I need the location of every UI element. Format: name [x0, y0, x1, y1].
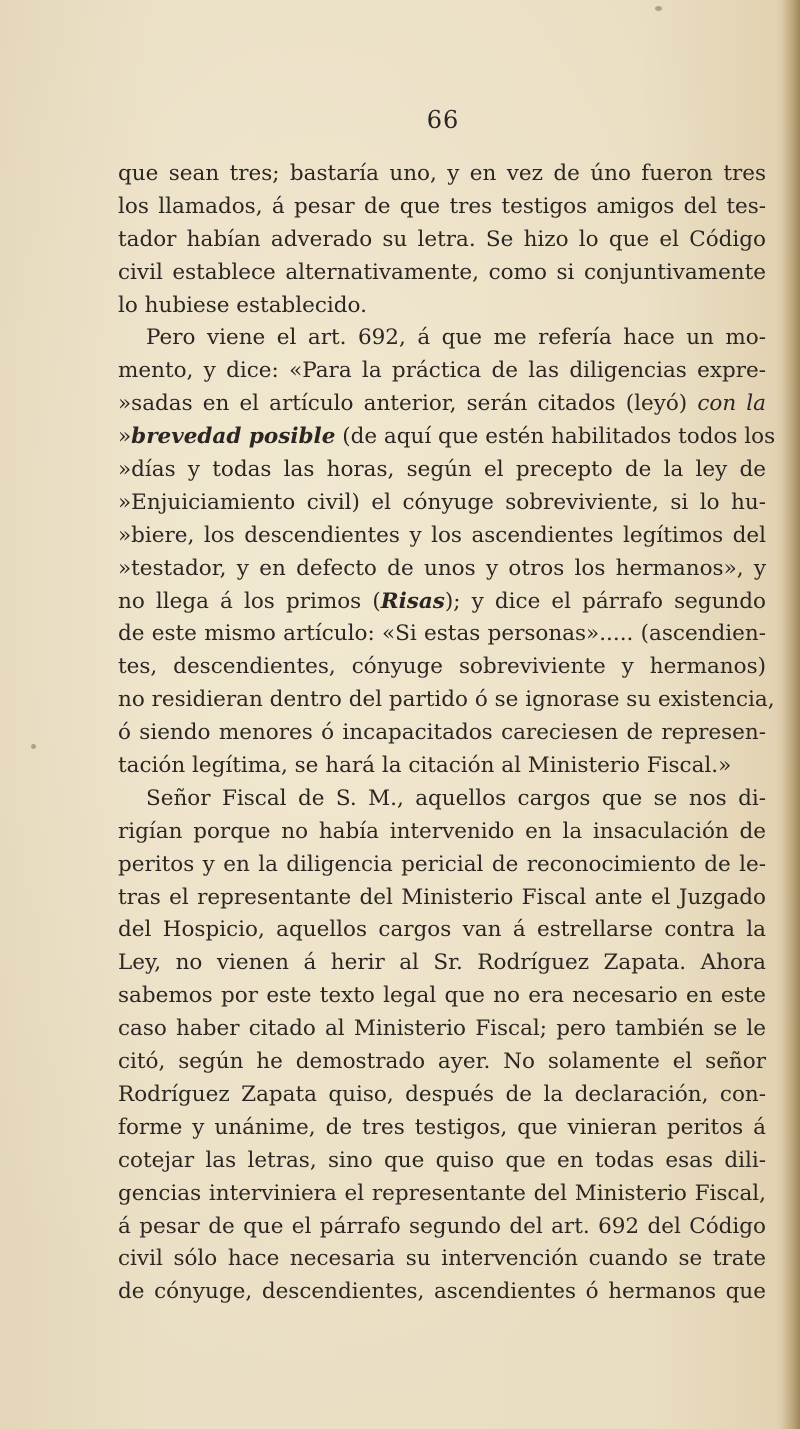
text-segment: del Hospicio, aquellos cargos van á estrellarse contra la: [118, 917, 766, 943]
text-line: [118, 750, 766, 783]
text-line: [118, 1112, 766, 1145]
text-line: [118, 1079, 766, 1112]
page-number: 66: [426, 106, 460, 134]
text-segment: Pero viene el art. 692, á que me refería hace un mo-: [146, 325, 766, 351]
text-segment: lo hubiese establecido.: [118, 292, 367, 318]
text-line: [118, 1145, 766, 1178]
text-line: [118, 914, 766, 947]
text-line: [118, 290, 766, 323]
text-line: [118, 1243, 766, 1276]
text-line: [118, 783, 766, 816]
emphasized-text: brevedad posible: [131, 424, 336, 450]
text-segment: no residieran dentro del partido ó se ignorase su existencia,: [118, 687, 775, 713]
text-line: [118, 322, 766, 355]
body-text: [118, 158, 776, 1309]
text-line: [118, 553, 766, 586]
emphasized-text: Risas: [380, 588, 445, 614]
text-segment: Rodríguez Zapata quiso, después de la declaración, con-: [118, 1081, 766, 1107]
text-segment: citó, según he demostrado ayer. No solamente el señor: [118, 1049, 766, 1075]
text-line: [118, 487, 766, 520]
text-line: [118, 454, 766, 487]
text-segment: forme y unánime, de tres testigos, que vinieran peritos á: [118, 1114, 766, 1140]
ink-speck: [31, 744, 36, 749]
text-segment: rigían porque no había intervenido en la insaculación de: [118, 818, 766, 844]
text-segment: á pesar de que el párrafo segundo del art. 692 del Código: [118, 1213, 766, 1239]
text-line: [118, 651, 766, 684]
text-segment: »días y todas las horas, según el precepto de la ley de: [118, 457, 766, 483]
text-segment: caso haber citado al Ministerio Fiscal; pero también se le: [118, 1016, 766, 1042]
text-segment: cotejar las letras, sino que quiso que en todas esas dili-: [118, 1147, 766, 1173]
text-segment: los llamados, á pesar de que tres testigos amigos del tes-: [118, 193, 766, 219]
text-segment: ó siendo menores ó incapacitados careciesen de represen-: [118, 720, 766, 746]
text-line: [118, 257, 766, 290]
text-line: [118, 849, 766, 882]
text-line: [118, 224, 766, 257]
text-segment: civil sólo hace necesaria su intervención cuando se trate: [118, 1246, 766, 1272]
text-line: [118, 520, 766, 553]
text-segment: de cónyuge, descendientes, ascendientes ó hermanos que: [118, 1279, 766, 1305]
text-line: [118, 421, 776, 454]
text-segment: Señor Fiscal de S. M., aquellos cargos que se nos di-: [146, 785, 766, 811]
text-segment: peritos y en la diligencia pericial de reconocimiento de le-: [118, 851, 766, 877]
text-segment: mento, y dice: «Para la práctica de las diligencias expre-: [118, 358, 766, 384]
text-segment: sabemos por este texto legal que no era necesario en este: [118, 983, 766, 1009]
text-line: [118, 1211, 766, 1244]
emphasized-text: con la: [697, 391, 766, 417]
text-segment: tes, descendientes, cónyuge sobreviviente y hermanos): [118, 654, 766, 680]
text-segment: »Enjuiciamiento civil) el cónyuge sobreviviente, si lo hu-: [118, 489, 766, 515]
text-segment: »sadas en el artículo anterior, serán citados (leyó): [118, 391, 698, 417]
text-line: [118, 684, 775, 717]
text-segment: Ley, no vienen á herir al Sr. Rodríguez Zapata. Ahora: [118, 950, 766, 976]
text-line: [118, 947, 766, 980]
text-segment: no llega á los primos (: [118, 588, 381, 614]
ink-speck: [655, 6, 662, 11]
text-line: [118, 717, 766, 750]
text-line: [118, 388, 766, 421]
text-segment: tras el representante del Ministerio Fiscal ante el Juzgado: [118, 884, 766, 910]
text-segment: »biere, los descendientes y los ascendientes legítimos del: [118, 522, 766, 548]
text-line: [118, 1178, 766, 1211]
text-line: [118, 191, 766, 224]
text-segment: »testador, y en defecto de unos y otros los hermanos», y: [118, 555, 766, 581]
text-line: [118, 586, 766, 619]
text-segment: (de aquí que estén habilitados todos los: [335, 424, 776, 450]
text-segment: gencias interviniera el representante del Ministerio Fiscal,: [118, 1180, 766, 1206]
text-line: [118, 980, 766, 1013]
text-segment: tación legítima, se hará la citación al Ministerio Fiscal.»: [118, 753, 732, 779]
text-line: [118, 355, 766, 388]
text-line: [118, 1046, 766, 1079]
text-line: [118, 1276, 766, 1309]
text-line: [118, 816, 766, 849]
text-line: [118, 1013, 766, 1046]
text-segment: »: [118, 424, 132, 450]
text-segment: tador habían adverado su letra. Se hizo lo que el Código: [118, 226, 766, 252]
text-line: [118, 618, 766, 651]
text-line: [118, 158, 766, 191]
text-line: [118, 882, 766, 915]
text-segment: civil establece alternativamente, como si conjuntivamente: [118, 259, 766, 285]
text-segment: ); y dice el párrafo segundo: [444, 588, 766, 614]
text-segment: que sean tres; bastaría uno, y en vez de úno fueron tres: [118, 161, 766, 186]
page-edge-shadow: [782, 0, 800, 1429]
text-segment: de este mismo artículo: «Si estas personas»..... (ascendien-: [118, 621, 766, 647]
